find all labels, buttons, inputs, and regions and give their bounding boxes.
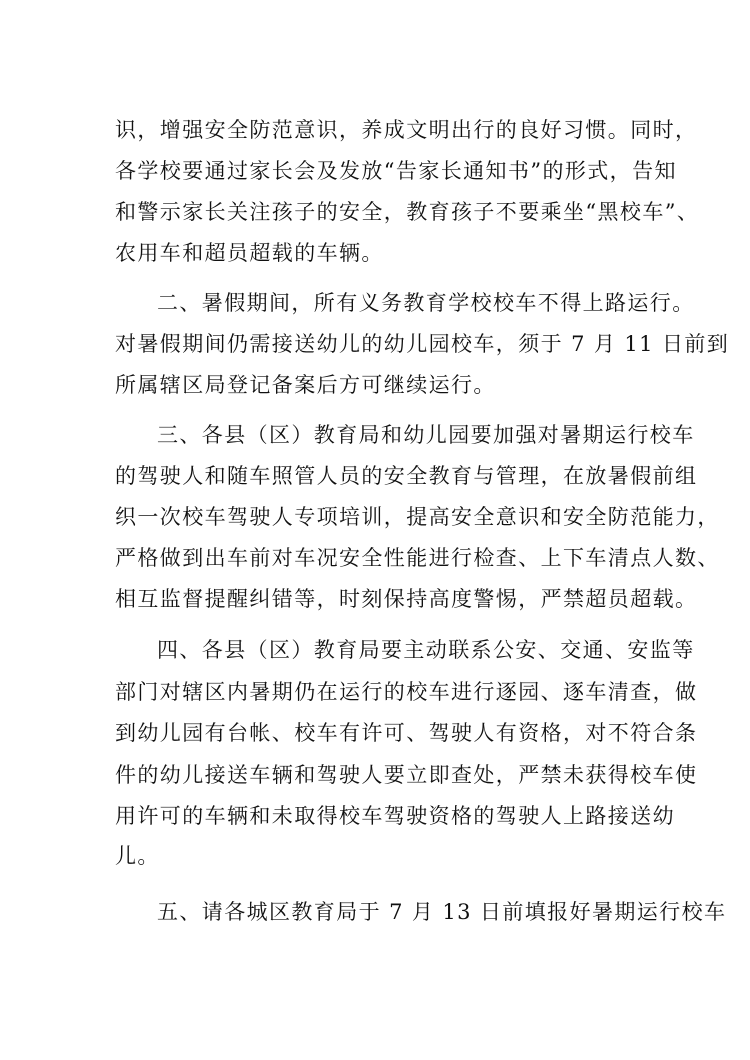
paragraph-line: 对暑假期间仍需接送幼儿的幼儿园校车，须于 7 月 11 日前到 [115, 332, 730, 356]
paragraph-line: 和警示家长关注孩子的安全，教育孩子不要乘坐“黑校车”、 [115, 200, 700, 224]
paragraph-line: 五、请各城区教育局于 7 月 13 日前填报好暑期运行校车 [157, 900, 727, 924]
paragraph-line: 所属辖区局登记备案后方可继续运行。 [115, 373, 496, 397]
paragraph-line: 织一次校车驾驶人专项培训，提高安全意识和安全防范能力， [115, 505, 720, 529]
paragraph-line: 到幼儿园有台帐、校车有许可、驾驶人有资格，对不符合条 [115, 721, 698, 745]
paragraph-line: 四、各县（区）教育局要主动联系公安、交通、安监等 [157, 638, 695, 662]
paragraph-line: 三、各县（区）教育局和幼儿园要加强对暑期运行校车 [157, 423, 695, 447]
paragraph-line: 的驾驶人和随车照管人员的安全教育与管理，在放暑假前组 [115, 464, 698, 488]
paragraph-line: 二、暑假期间，所有义务教育学校校车不得上路运行。 [157, 291, 695, 315]
paragraph-line: 农用车和超员超载的车辆。 [115, 241, 384, 265]
paragraph-line: 部门对辖区内暑期仍在运行的校车进行逐园、逐车清查，做 [115, 680, 698, 704]
paragraph-line: 件的幼儿接送车辆和驾驶人要立即查处，严禁未获得校车使 [115, 763, 698, 787]
paragraph-line: 用许可的车辆和未取得校车驾驶资格的驾驶人上路接送幼 [115, 804, 675, 828]
paragraph-line: 相互监督提醒纠错等，时刻保持高度警惕，严禁超员超载。 [115, 587, 698, 611]
paragraph-line: 儿。 [115, 844, 160, 868]
paragraph-line: 各学校要通过家长会及发放“告家长通知书”的形式，告知 [115, 159, 677, 183]
paragraph-line: 严格做到出车前对车况安全性能进行检查、上下车清点人数、 [115, 546, 720, 570]
paragraph-line: 识，增强安全防范意识，养成文明出行的良好习惯。同时， [115, 118, 698, 142]
